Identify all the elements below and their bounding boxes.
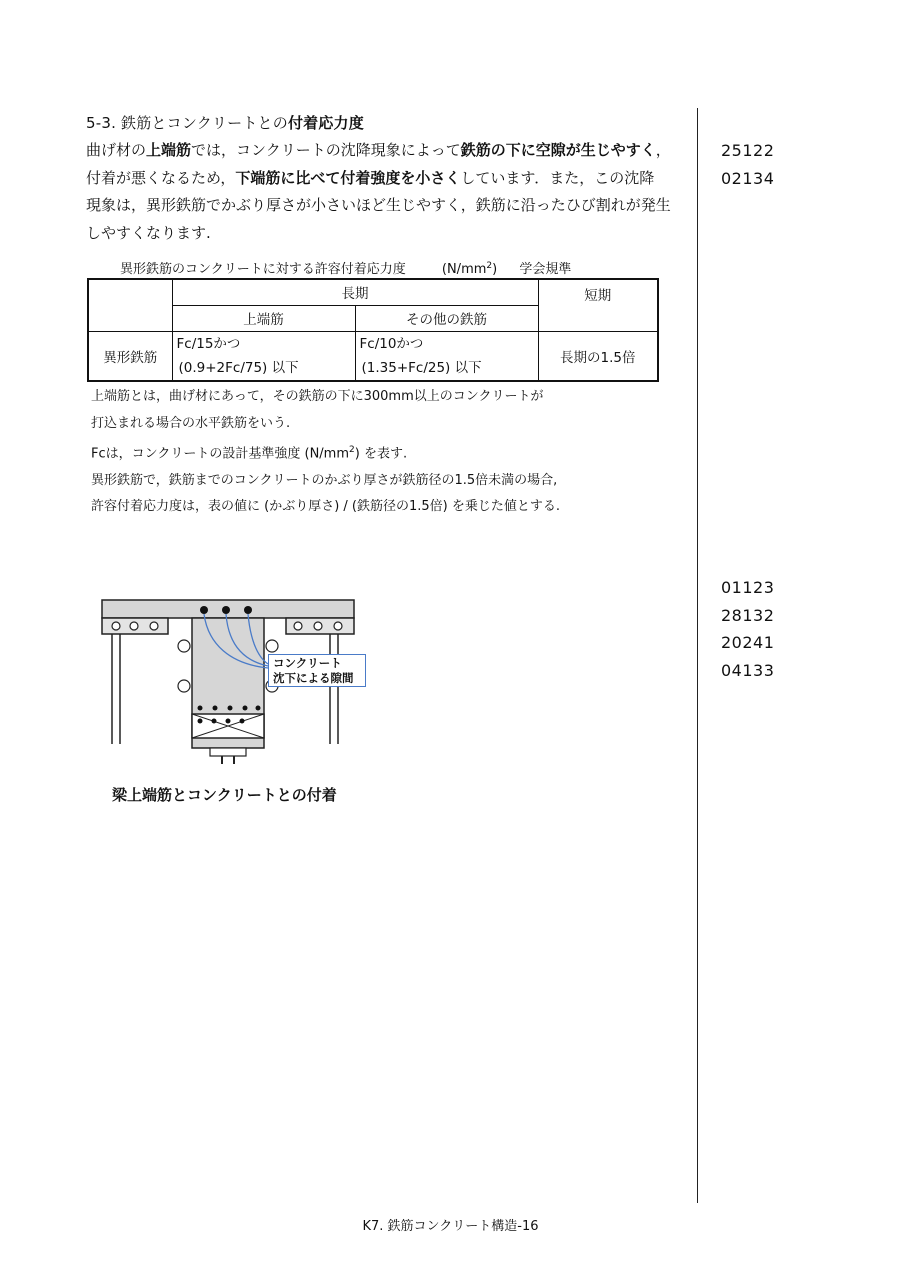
section-heading-text: 5-3. 鉄筋とコンクリートとの [86, 114, 288, 132]
note-superscript: 2 [349, 445, 355, 455]
paragraph-line-3: 現象は，異形鉄筋でかぶり厚さが小さいほど生じやすく，鉄筋に沿ったひび割れが発生 [86, 196, 671, 214]
text-span: ， [655, 141, 671, 159]
table-caption [120, 258, 571, 277]
cell-line: (1.35+Fc/25) 以下 [361, 359, 482, 376]
question-codes-top [721, 137, 774, 192]
table-cell-short: 長期の1.5倍 [538, 331, 658, 381]
note-line-5: 許容付着応力度は，表の値に (かぶり厚さ) / (鉄筋径の1.5倍) を乗じた値とする. [91, 499, 561, 515]
table-cell-other-bar [355, 331, 538, 381]
text-span: しています．また，この沈降 [460, 168, 655, 187]
unit-superscript: 2 [486, 260, 493, 271]
question-code: 20241 [721, 633, 775, 652]
question-code: 25122 [721, 141, 775, 160]
cell-line: Fc/15かつ [176, 335, 241, 352]
section-heading-bold: 付着応力度 [287, 114, 364, 132]
figure-callout [268, 654, 366, 687]
paragraph-line-2 [86, 165, 686, 193]
bold-span: 鉄筋の下に空隙が生じやすく [460, 141, 656, 159]
table-caption-title: 異形鉄筋のコンクリートに対する許容付着応力度 [120, 262, 406, 277]
table-subheader-top: 上端筋 [172, 305, 355, 331]
table-header-short: 短期 [538, 279, 658, 331]
page-footer: K7. 鉄筋コンクリート構造-16 [362, 1219, 539, 1234]
table-notes [91, 384, 560, 521]
callout-line: コンクリート [273, 656, 342, 670]
unit-text: (N/mm [441, 262, 487, 277]
figure-caption: 梁上端筋とコンクリートとの付着 [112, 786, 337, 804]
section-heading [86, 112, 364, 133]
question-code: 28132 [721, 605, 775, 625]
table-caption-unit [442, 261, 497, 277]
body-paragraph [86, 137, 686, 247]
text-span: 付着が悪くなるため， [86, 168, 236, 187]
table-cell-top-bar [172, 331, 355, 381]
table-corner-cell [88, 279, 172, 331]
bold-span: 下端筋に比べて付着強度を小さく [235, 168, 461, 187]
text-span: 曲げ材の [86, 141, 147, 159]
paragraph-line-4: しやすくなります. [86, 223, 211, 242]
unit-text: ) [492, 262, 498, 277]
note-line-3 [91, 437, 560, 468]
table-subheader-other: その他の鉄筋 [355, 305, 538, 331]
cell-line: Fc/10かつ [359, 335, 424, 352]
note-line-1: 上端筋とは，曲げ材にあって，その鉄筋の下に300mm以上のコンクリートが [91, 389, 544, 404]
note-text: Fcは，コンクリートの設計基準強度 (N/mm [91, 446, 350, 462]
margin-divider [697, 108, 698, 1203]
text-span: では，コンクリートの沈降現象によって [191, 141, 461, 159]
cell-line: (0.9+2Fc/75) 以下 [178, 359, 299, 376]
question-code: 02134 [721, 168, 775, 188]
callout-line: 沈下による隙間 [273, 670, 354, 685]
question-codes-mid [721, 574, 774, 684]
table-row-label: 異形鉄筋 [88, 331, 172, 381]
allowable-bond-stress-table [87, 278, 659, 382]
question-code: 04133 [721, 660, 775, 680]
table-header-long: 長期 [172, 279, 538, 305]
note-line-2: 打込まれる場合の水平鉄筋をいう. [91, 415, 291, 431]
question-code: 01123 [721, 578, 775, 597]
paragraph-line-1 [86, 137, 686, 165]
note-line-4: 異形鉄筋で，鉄筋までのコンクリートのかぶり厚さが鉄筋径の1.5倍未満の場合, [91, 472, 558, 488]
note-text: ) を表す. [354, 446, 408, 462]
table-caption-source: 学会規準 [519, 262, 572, 277]
bold-span: 上端筋 [146, 141, 192, 159]
